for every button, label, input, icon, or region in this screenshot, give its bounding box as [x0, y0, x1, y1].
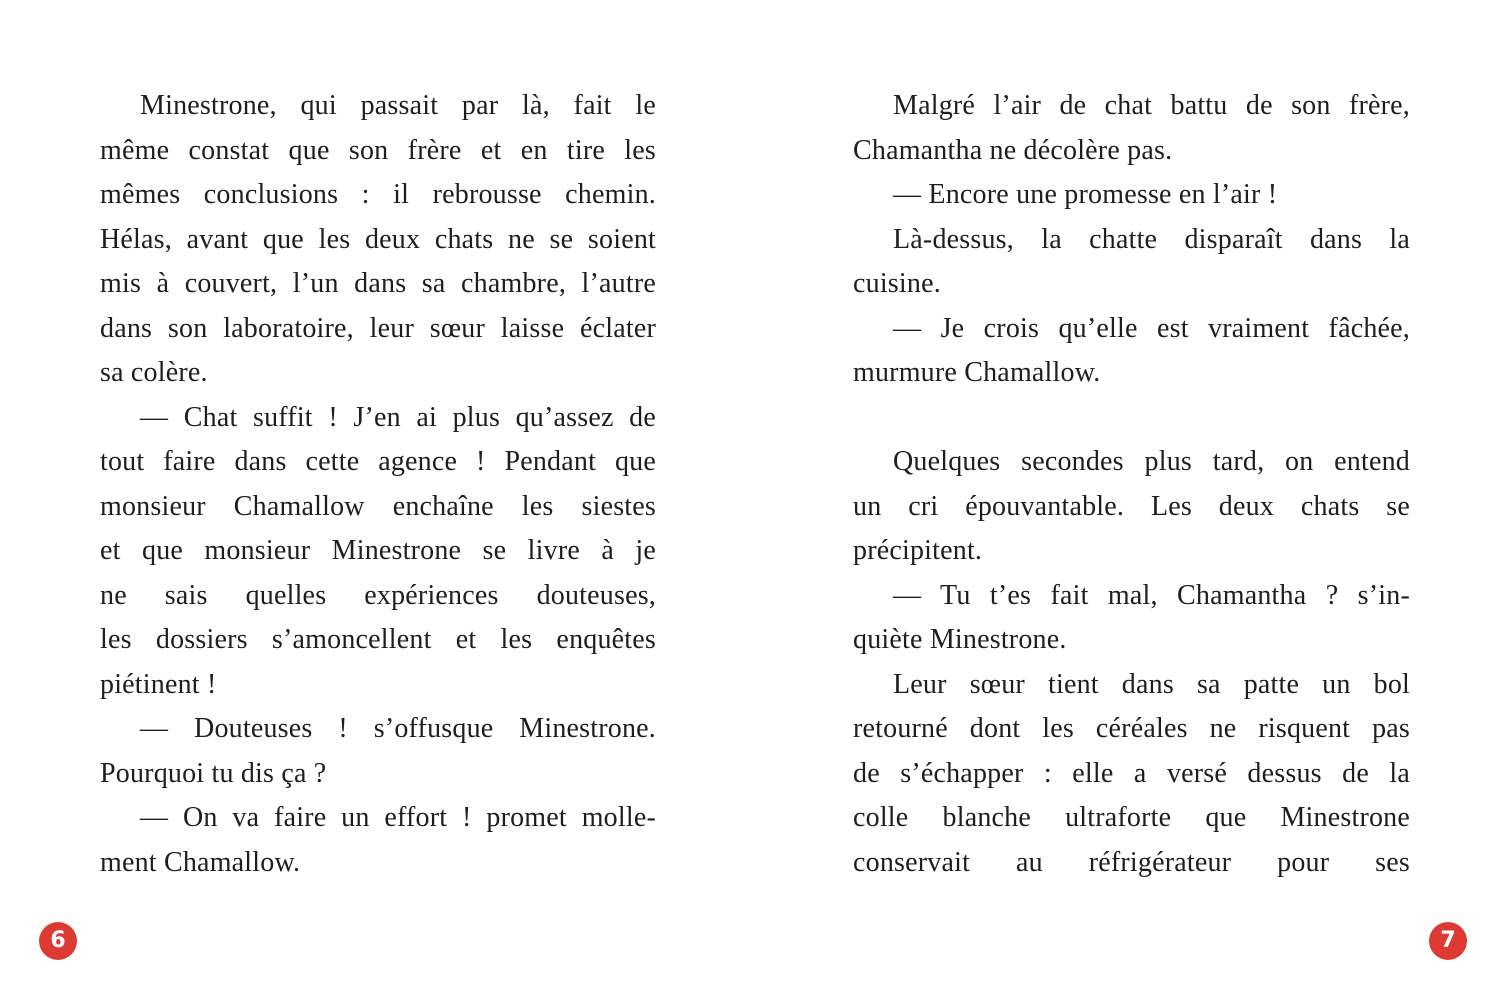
text-line: piétinent !: [100, 668, 217, 700]
text-line: les dossiers s’amoncellent et les enquêtes: [100, 624, 656, 655]
text-line: de s’échapper : elle a versé dessus de la: [853, 757, 1410, 789]
page-left: [0, 0, 754, 1000]
page-number: 7: [1440, 928, 1456, 953]
text-line: ment Chamallow.: [100, 846, 301, 878]
text-line: Malgré l’air de chat battu de son frère,: [893, 90, 1410, 121]
text-line: — Tu t’es fait mal, Chamantha ? s’in-: [893, 579, 1410, 611]
text-line: Chamantha ne décolère pas.: [853, 134, 1173, 166]
text-line: mêmes conclusions : il rebrousse chemin.: [100, 179, 656, 210]
text-line: retourné dont les céréales ne risquent pas: [853, 713, 1410, 744]
text-line: monsieur Chamallow enchaîne les siestes: [100, 490, 656, 522]
page-right-text: [853, 84, 1410, 885]
text-line: un cri épouvantable. Les deux chats se: [853, 490, 1410, 522]
text-line: même constat que son frère et en tire les: [100, 134, 656, 166]
text-line: — Encore une promesse en l’air !: [893, 179, 1278, 210]
page-number-badge: [39, 922, 77, 960]
text-line: — Je crois qu’elle est vraiment fâchée,: [893, 312, 1410, 344]
page-left-text: [100, 84, 656, 885]
text-line: — Douteuses ! s’offusque Minestrone.: [140, 713, 656, 744]
blank-line: [853, 396, 1410, 441]
text-line: — Chat suffit ! J’en ai plus qu’assez de: [140, 401, 656, 433]
text-line: conservait au réfrigérateur pour ses: [853, 846, 1410, 878]
text-line: — On va faire un effort ! promet molle-: [140, 802, 656, 833]
text-line: cuisine.: [853, 268, 941, 299]
text-line: mis à couvert, l’un dans sa chambre, l’autre: [100, 268, 656, 299]
text-line: dans son laboratoire, leur sœur laisse éclater: [100, 312, 656, 344]
page-number-badge: [1429, 922, 1467, 960]
text-line: murmure Chamallow.: [853, 357, 1101, 388]
text-line: Quelques secondes plus tard, on entend: [893, 446, 1410, 477]
text-line: Là-dessus, la chatte disparaît dans la: [893, 223, 1410, 255]
text-line: précipitent.: [853, 535, 983, 566]
text-line: Leur sœur tient dans sa patte un bol: [893, 668, 1410, 700]
text-line: et que monsieur Minestrone se livre à je: [100, 535, 656, 566]
text-line: Pourquoi tu dis ça ?: [100, 757, 327, 789]
text-line: Minestrone, qui passait par là, fait le: [140, 90, 656, 121]
text-line: colle blanche ultraforte que Minestrone: [853, 802, 1410, 833]
text-line: quiète Minestrone.: [853, 624, 1067, 655]
page-right: [754, 0, 1509, 1000]
text-line: ne sais quelles expériences douteuses,: [100, 579, 656, 611]
text-line: Hélas, avant que les deux chats ne se soient: [100, 223, 656, 255]
page-number: 6: [50, 928, 66, 953]
text-line: tout faire dans cette agence ! Pendant que: [100, 446, 656, 477]
text-line: sa colère.: [100, 357, 208, 388]
